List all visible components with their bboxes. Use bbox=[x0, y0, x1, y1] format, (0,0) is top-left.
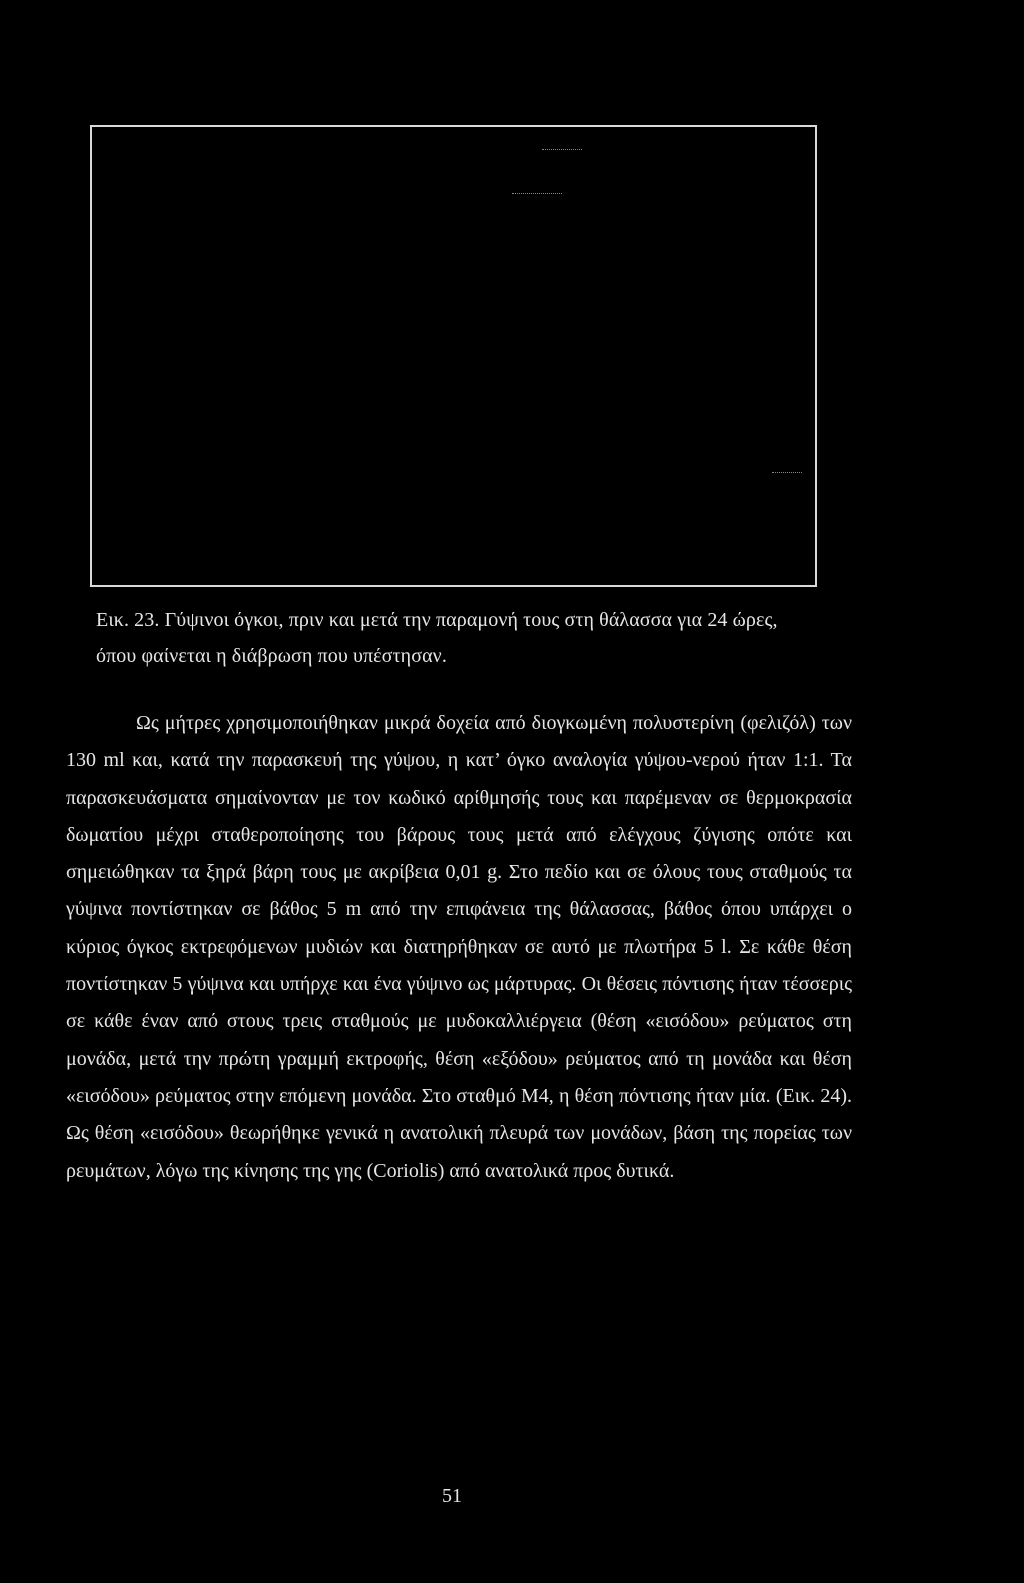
page-number: 51 bbox=[442, 1485, 462, 1507]
image-artifact bbox=[542, 149, 582, 151]
body-paragraph: Ως μήτρες χρησιμοποιήθηκαν μικρά δοχεία από διογκωμένη πολυστερίνη (φελιζόλ) των 130 ml και, κατά την παρασκευή της γύψου, η κατ’ όγκο αναλογία γύψου-νερού ήταν 1:1. Τα παρασκευάσματα σημαίνονταν με τον κωδικό αρίθμησής τους και παρέμεναν σε θερμοκρασία δωματίου μέχρι σταθεροποίησης του βάρους τους μετά από ελέγχους ζύγισης οπότε και σημειώθηκαν τα ξηρά βάρη τους με ακρίβεια 0,01 g. Στο πεδίο και σε όλους τους σταθμούς τα γύψινα ποντίστηκαν σε βάθος 5 m από την επιφάνεια της θάλασσας, βάθος όπου υπάρχει ο κύριος όγκος εκτρεφόμενων μυδιών και διατηρήθηκαν σε αυτό με πλωτήρα 5 l. Σε κάθε θέση ποντίστηκαν 5 γύψινα και υπήρχε και ένα γύψινο ως μάρτυρας. Οι θέσεις πόντισης ήταν τέσσερις σε κάθε έναν από στους τρεις σταθμούς με μυδοκαλλιέργεια (θέση «εισόδου» ρεύματος στη μονάδα, μετά την πρώτη γραμμή εκτροφής, θέση «εξόδου» ρεύματος από τη μονάδα και θέση «εισόδου» ρεύματος στην επόμενη μονάδα. Στο σταθμό Μ4, η θέση πόντισης ήταν μία. (Εικ. 24). Ως θέση «εισόδου» θεωρήθηκε γενικά η ανατολική πλευρά των μονάδων, βάση της πορείας των ρευμάτων, λόγω της κίνησης της γης (Coriolis) από ανατολικά προς δυτικά. bbox=[66, 712, 852, 1182]
caption-line: όπου φαίνεται η διάβρωση που υπέστησαν. bbox=[96, 645, 447, 667]
figure-caption bbox=[96, 602, 856, 674]
image-artifact bbox=[772, 472, 802, 474]
caption-line: Εικ. 23. Γύψινοι όγκοι, πριν και μετά την παραμονή τους στη θάλασσα για 24 ώρες, bbox=[96, 609, 778, 631]
figure-image-frame bbox=[90, 125, 817, 587]
image-artifact bbox=[512, 193, 562, 195]
